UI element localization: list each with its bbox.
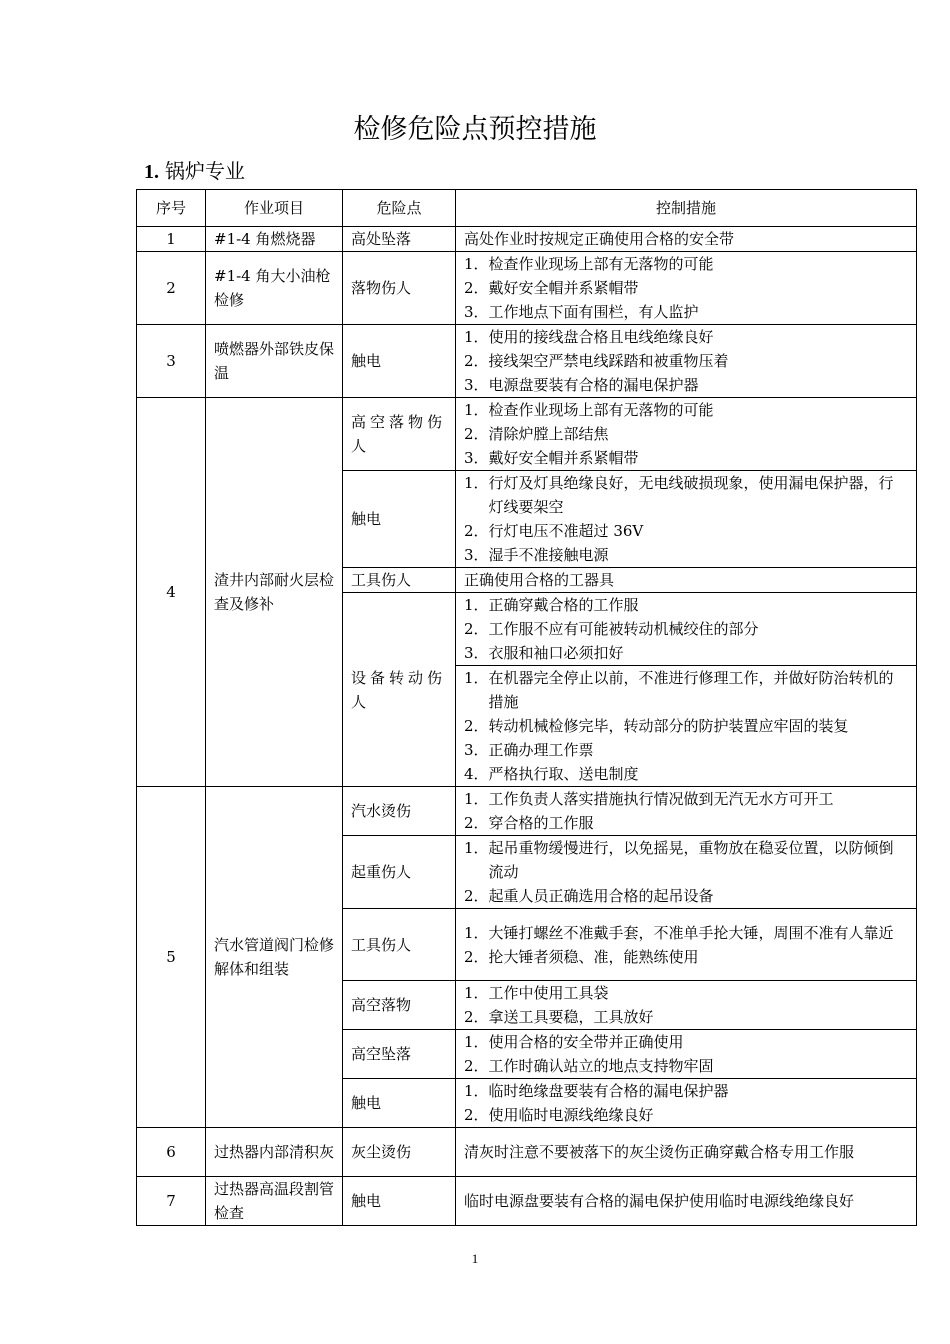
measure-item: 3． 衣服和袖口必须扣好 — [464, 644, 624, 662]
row-seq: 3 — [137, 325, 206, 398]
measure-item: 高处作业时按规定正确使用合格的安全带 — [464, 230, 735, 248]
row-danger: 起重伤人 — [343, 836, 456, 909]
row-danger: 触电 — [343, 1177, 456, 1226]
row-project: 汽水管道阀门检修解体和组装 — [206, 787, 343, 1128]
row-seq: 4 — [137, 398, 206, 787]
measure-item: 1． 起吊重物缓慢进行，以免摇晃，重物放在稳妥位置，以防倾倒流动 — [464, 839, 894, 881]
row-danger: 汽水烫伤 — [343, 787, 456, 836]
row-measures — [456, 1030, 917, 1079]
measure-item: 2． 抡大锤者须稳、准，能熟练使用 — [464, 947, 699, 966]
row-danger: 触电 — [343, 1079, 456, 1128]
row-measures — [456, 836, 917, 909]
row-danger: 设备转动伤人 — [343, 593, 456, 787]
row-danger: 触电 — [343, 325, 456, 398]
measure-item: 2． 工作时确认站立的地点支持物牢固 — [464, 1057, 714, 1075]
row-seq: 2 — [137, 252, 206, 325]
measure-item: 3． 工作地点下面有围栏，有人监护 — [464, 303, 699, 321]
header-danger: 危险点 — [343, 190, 456, 227]
row-danger: 落物伤人 — [343, 252, 456, 325]
measure-item: 3． 湿手不准接触电源 — [464, 546, 609, 564]
row-danger: 高空落物伤人 — [343, 398, 456, 471]
row-danger: 工具伤人 — [343, 568, 456, 593]
measure-item: 1． 工作中使用工具袋 — [464, 984, 609, 1002]
section-number: 1. — [144, 161, 159, 183]
table-row — [137, 1177, 917, 1226]
row-project: 喷燃器外部铁皮保温 — [206, 325, 343, 398]
measure-item: 清灰时注意不要被落下的灰尘烫伤正确穿戴合格专用工作服 — [464, 1143, 855, 1161]
row-seq: 7 — [137, 1177, 206, 1226]
table-row — [137, 398, 917, 471]
row-measures — [456, 787, 917, 836]
table-body — [137, 227, 917, 1226]
measure-item: 1． 大锤打螺丝不准戴手套，不准单手抡大锤，周围不准有人靠近 — [464, 923, 894, 942]
row-project: #1-4 角燃烧器 — [206, 227, 343, 252]
measure-item: 1． 使用的接线盘合格且电线绝缘良好 — [464, 328, 714, 346]
row-measures — [456, 981, 917, 1030]
row-measures — [456, 909, 917, 981]
row-project: #1-4 角大小油枪检修 — [206, 252, 343, 325]
row-seq: 6 — [137, 1128, 206, 1177]
measure-item: 临时电源盘要装有合格的漏电保护使用临时电源线绝缘良好 — [464, 1192, 855, 1210]
table-row — [137, 325, 917, 398]
section-heading — [144, 157, 245, 186]
measure-item: 2． 起重人员正确选用合格的起吊设备 — [464, 887, 714, 905]
row-measures — [456, 1079, 917, 1128]
risk-control-table — [136, 189, 917, 1226]
row-project: 过热器内部清积灰 — [206, 1128, 343, 1177]
table-row — [137, 227, 917, 252]
row-danger: 高空落物 — [343, 981, 456, 1030]
row-project: 过热器高温段割管检查 — [206, 1177, 343, 1226]
measure-item: 2． 转动机械检修完毕，转动部分的防护装置应牢固的装复 — [464, 717, 849, 735]
row-project: 渣井内部耐火层检查及修补 — [206, 398, 343, 787]
row-seq: 5 — [137, 787, 206, 1128]
row-danger: 工具伤人 — [343, 909, 456, 981]
measure-item: 2． 拿送工具要稳，工具放好 — [464, 1008, 654, 1026]
page-number: 1 — [471, 1251, 479, 1266]
row-measures — [456, 325, 917, 398]
measure-item: 3． 电源盘要装有合格的漏电保护器 — [464, 376, 699, 394]
table-row — [137, 252, 917, 325]
row-measures — [456, 1128, 917, 1177]
row-danger: 高空坠落 — [343, 1030, 456, 1079]
row-measures — [456, 666, 917, 787]
measure-item: 1． 正确穿戴合格的工作服 — [464, 596, 639, 614]
header-project: 作业项目 — [206, 190, 343, 227]
table-row — [137, 787, 917, 836]
measure-item: 2． 穿合格的工作服 — [464, 814, 594, 832]
row-measures — [456, 593, 917, 666]
measure-item: 2． 行灯电压不准超过 36V — [464, 522, 644, 540]
document-title: 检修危险点预控措施 — [353, 114, 597, 145]
measure-item: 2． 清除炉膛上部结焦 — [464, 425, 609, 443]
header-seq: 序号 — [137, 190, 206, 227]
measure-item: 2． 戴好安全帽并系紧帽带 — [464, 279, 639, 297]
row-danger: 触电 — [343, 471, 456, 568]
row-measures — [456, 1177, 917, 1226]
row-measures — [456, 398, 917, 471]
measure-item: 1． 使用合格的安全带并正确使用 — [464, 1033, 684, 1051]
table-row — [137, 1128, 917, 1177]
measure-item: 1． 在机器完全停止以前，不准进行修理工作，并做好防治转机的措施 — [464, 669, 894, 711]
section-name: 锅炉专业 — [165, 159, 245, 183]
measure-item: 2． 使用临时电源线绝缘良好 — [464, 1106, 654, 1124]
measure-item: 2． 接线架空严禁电线踩踏和被重物压着 — [464, 352, 729, 370]
measure-item: 3． 正确办理工作票 — [464, 741, 594, 759]
measure-item: 4． 严格执行取、送电制度 — [464, 765, 639, 783]
measure-item: 1． 检查作业现场上部有无落物的可能 — [464, 401, 714, 419]
row-measures — [456, 568, 917, 593]
measure-item: 1． 临时绝缘盘要装有合格的漏电保护器 — [464, 1082, 729, 1100]
row-measures — [456, 227, 917, 252]
measure-item: 1． 工作负责人落实措施执行情况做到无汽无水方可开工 — [464, 790, 834, 808]
measure-item: 1． 检查作业现场上部有无落物的可能 — [464, 255, 714, 273]
measure-item: 正确使用合格的工器具 — [464, 571, 615, 589]
row-danger: 高处坠落 — [343, 227, 456, 252]
row-danger: 灰尘烫伤 — [343, 1128, 456, 1177]
row-measures — [456, 252, 917, 325]
measure-item: 3． 戴好安全帽并系紧帽带 — [464, 449, 639, 467]
row-measures — [456, 471, 917, 568]
row-seq: 1 — [137, 227, 206, 252]
measure-item: 2． 工作服不应有可能被转动机械绞住的部分 — [464, 620, 759, 638]
measure-item: 1． 行灯及灯具绝缘良好，无电线破损现象，使用漏电保护器，行灯线要架空 — [464, 474, 894, 516]
table-header-row — [137, 190, 917, 227]
header-measures: 控制措施 — [456, 190, 917, 227]
